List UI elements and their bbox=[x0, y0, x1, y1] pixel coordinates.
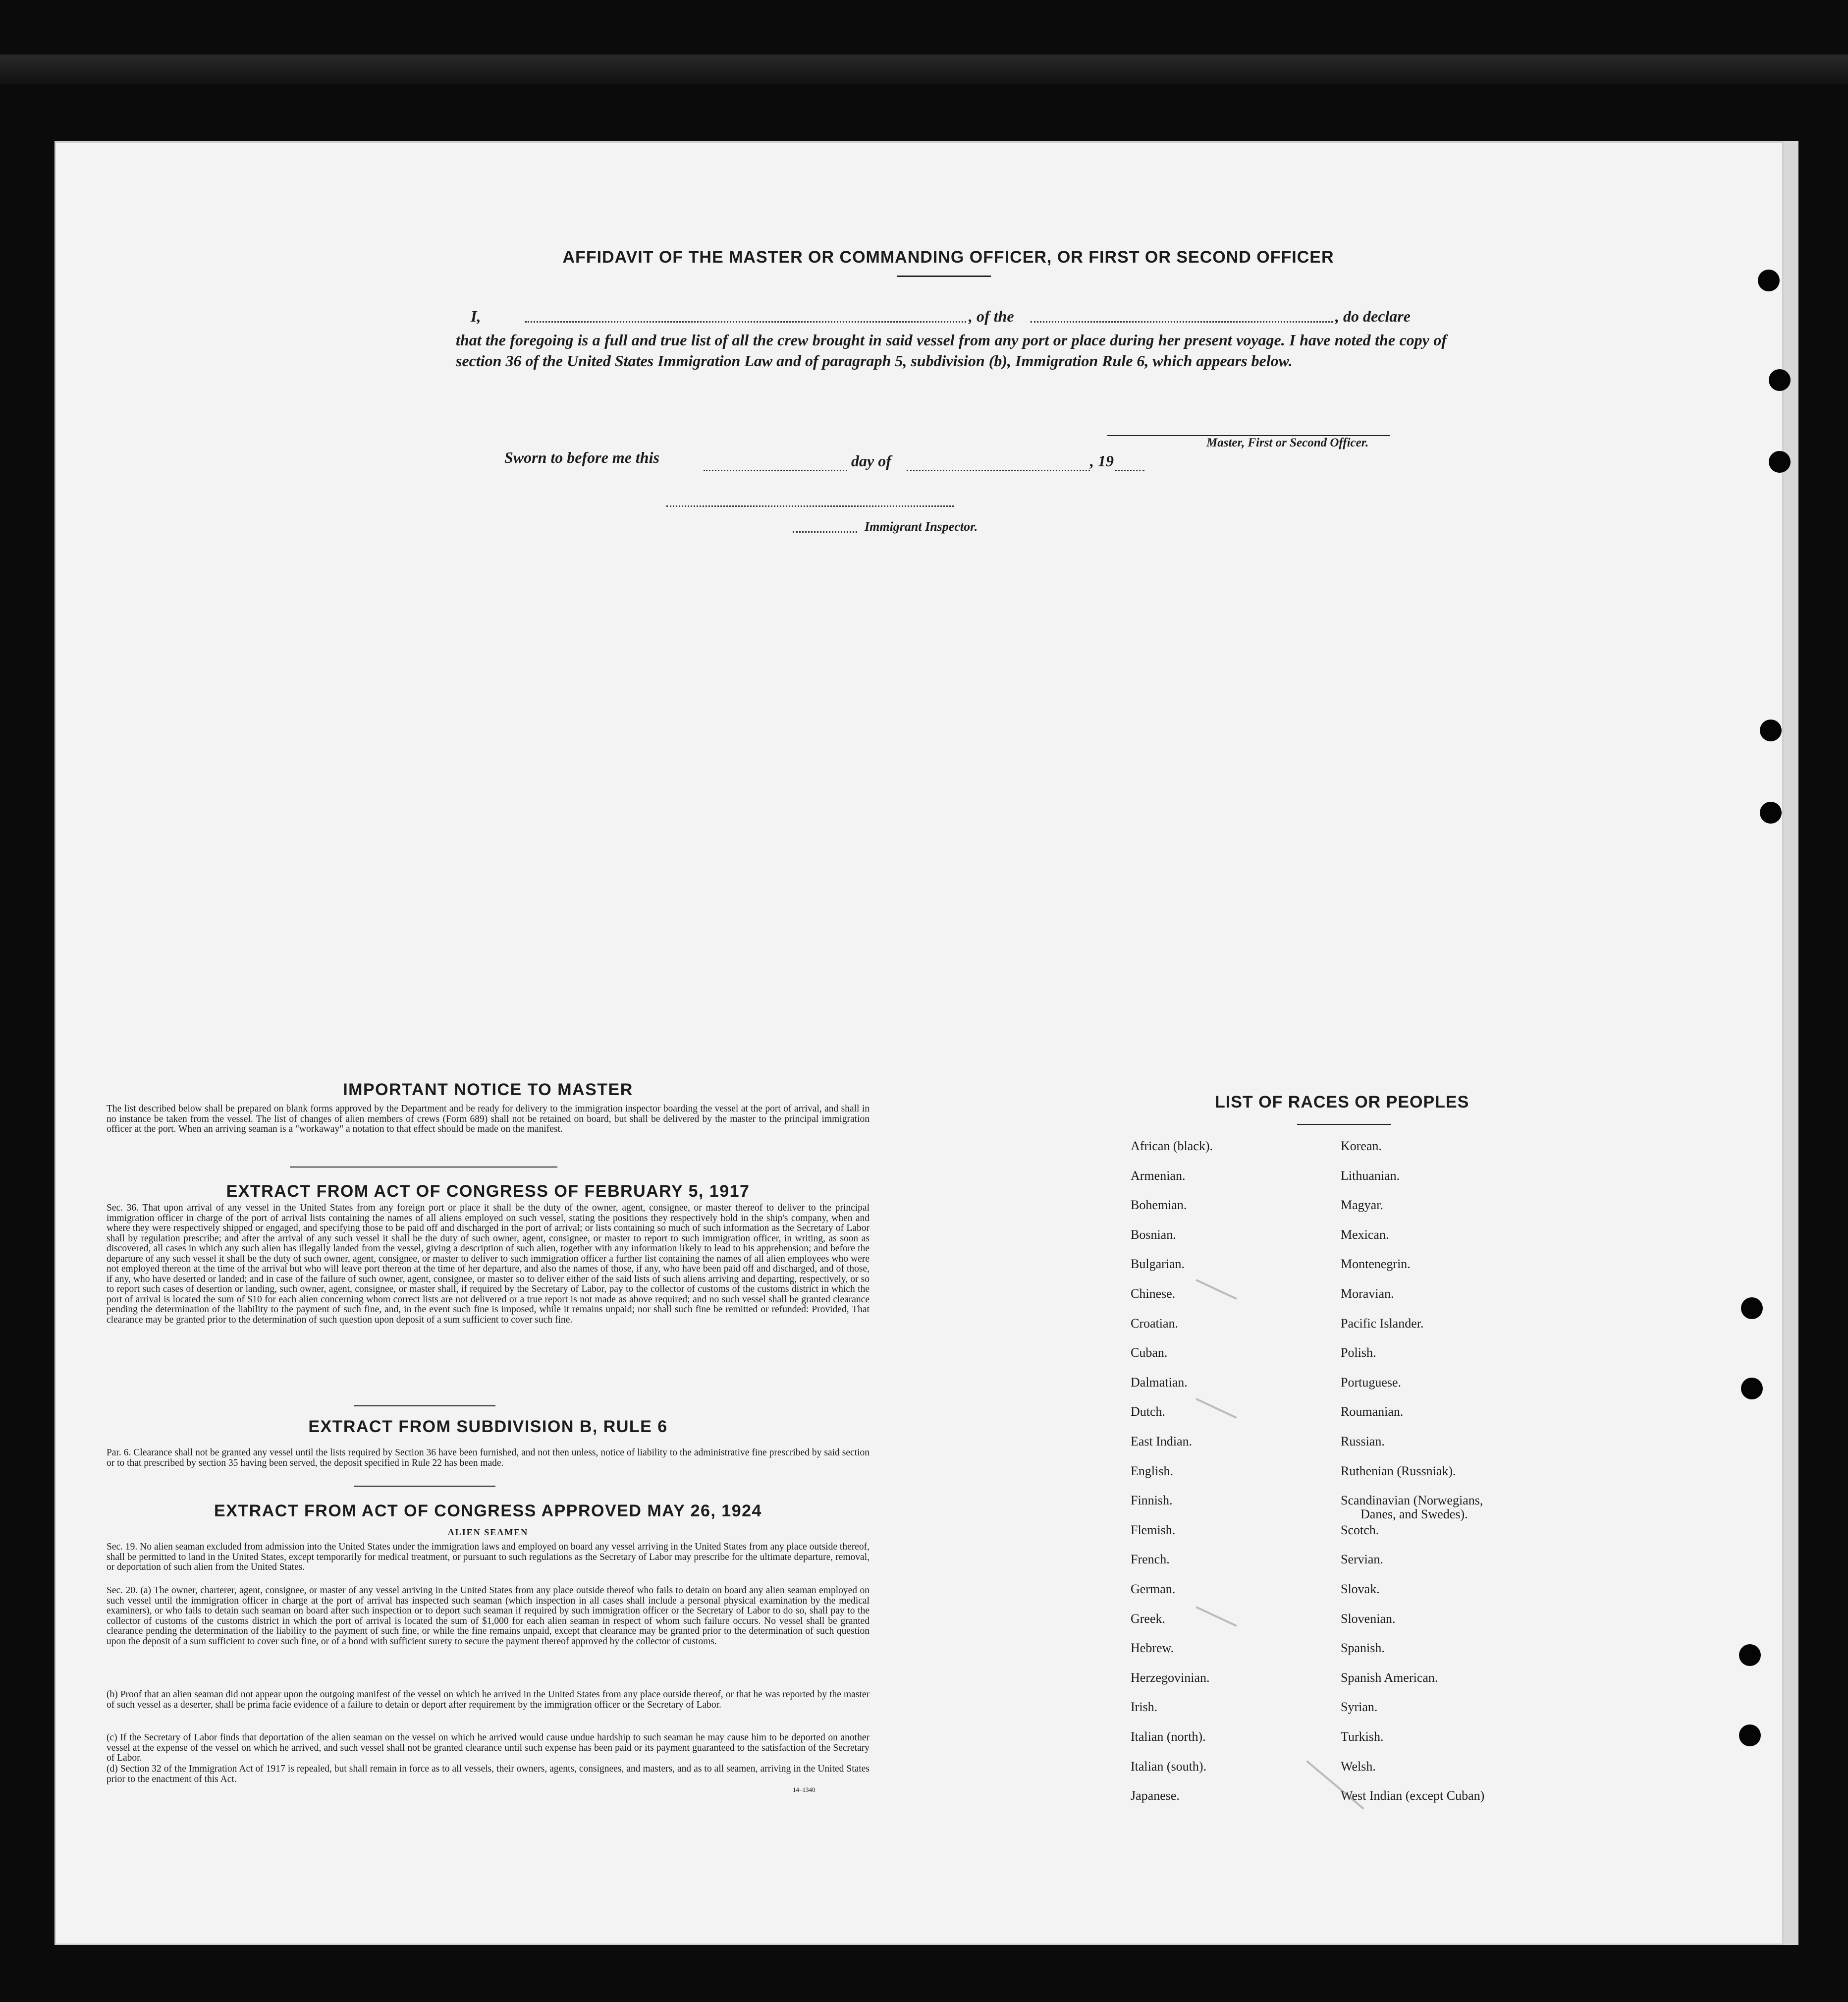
race-item: Korean. bbox=[1341, 1139, 1382, 1153]
extract-1924-sec20b: (b) Proof that an alien seaman did not appear upon the outgoing manifest of the vessel on which he arrived in the United States from any place outside thereof, or that he was reported by the master of such vessel as a deserter, shall be prima facie evidence of a failure to detain or deport after requirement by the immigration officer or the Secretary of Labor. bbox=[107, 1689, 870, 1710]
race-item: Moravian. bbox=[1341, 1286, 1394, 1301]
sworn-label: Sworn to before me this bbox=[504, 448, 659, 466]
race-item: Herzegovinian. bbox=[1131, 1670, 1210, 1685]
race-item: Polish. bbox=[1341, 1345, 1376, 1360]
race-item: Chinese. bbox=[1131, 1286, 1176, 1301]
race-item: Magyar. bbox=[1341, 1198, 1383, 1213]
race-item: Japanese. bbox=[1131, 1788, 1180, 1803]
races-underline bbox=[1297, 1124, 1391, 1125]
race-item: Irish. bbox=[1131, 1700, 1158, 1715]
race-item: Roumanian. bbox=[1341, 1404, 1404, 1419]
race-item: Armenian. bbox=[1131, 1168, 1186, 1183]
affidavit-body-text: that the foregoing is a full and true list of all the crew brought in said vessel from any port or place during her present voyage. I have noted the copy of section 36 of the United States Immigration Law and of paragraph 5, subdivision (b), Immigration Rule 6, which appears below. bbox=[456, 331, 1447, 370]
extract-1924-sec20c: (c) If the Secretary of Labor finds that deportation of the alien seaman on the vessel on which he arrived would cause undue hardship to such seaman he may cause him to be deported on another vessel at the expense of the vessel on which he arrived, and such vessel shall not be granted clearance until such expense has been paid or its payment guaranteed to the satisfaction of the Secretary of Labor. bbox=[107, 1732, 870, 1763]
punch-hole bbox=[1741, 1378, 1763, 1399]
race-item: Greek. bbox=[1131, 1611, 1166, 1626]
race-item: Cuban. bbox=[1131, 1345, 1168, 1360]
signature-label: Master, First or Second Officer. bbox=[1206, 436, 1369, 449]
race-item: Spanish. bbox=[1341, 1641, 1385, 1656]
affidavit-of-the-label: , of the bbox=[969, 307, 1014, 325]
race-item: Mexican. bbox=[1341, 1227, 1389, 1242]
race-item: Slovenian. bbox=[1341, 1611, 1396, 1626]
divider bbox=[354, 1486, 495, 1487]
extract-1917-title: EXTRACT FROM ACT OF CONGRESS OF FEBRUARY 5, 1917 bbox=[226, 1182, 750, 1201]
race-item: Dutch. bbox=[1131, 1404, 1166, 1419]
race-item: Welsh. bbox=[1341, 1759, 1376, 1774]
affidavit-i-label: I, bbox=[471, 307, 481, 325]
notice-body: The list described below shall be prepared on blank forms approved by the Department and be ready for delivery to the immigration inspector boarding the vessel at the port of arrival, and shall in no instance be taken from the vessel. The list of changes of alien members of crews (Form 689) shall not be retained on board, but shall be delivered by the master to the principal immigration officer at the port. When an arriving seaman is a "workaway" a notation to that effect should be made on the manifest. bbox=[107, 1104, 870, 1134]
punch-hole bbox=[1760, 720, 1782, 741]
extract-rule6-body: Par. 6. Clearance shall not be granted any vessel until the lists required by Section 36 have been furnished, and not then unless, notice of liability to the administrative fine prescribed by said section or to that prescribed by section 35 having been served, the deposit specified in Rule 22 has been made. bbox=[107, 1447, 870, 1468]
sworn-year-label: , 19 bbox=[1090, 452, 1114, 470]
divider bbox=[290, 1167, 557, 1168]
race-item: Montenegrin. bbox=[1341, 1257, 1411, 1272]
punch-hole bbox=[1741, 1297, 1763, 1319]
inspector-prefix-line bbox=[793, 531, 857, 533]
inspector-label: Immigrant Inspector. bbox=[865, 519, 978, 534]
race-item: Hebrew. bbox=[1131, 1641, 1174, 1656]
race-item: French. bbox=[1131, 1552, 1170, 1567]
punch-hole bbox=[1769, 369, 1791, 391]
extract-1924-title: EXTRACT FROM ACT OF CONGRESS APPROVED MAY 26, 1924 bbox=[214, 1502, 762, 1520]
race-item: Flemish. bbox=[1131, 1522, 1176, 1537]
race-item: African (black). bbox=[1131, 1139, 1213, 1153]
race-item: German. bbox=[1131, 1582, 1176, 1596]
race-item: Slovak. bbox=[1341, 1582, 1380, 1596]
race-item: Russian. bbox=[1341, 1434, 1385, 1448]
race-item: Italian (south). bbox=[1131, 1759, 1207, 1774]
race-item: Pacific Islander. bbox=[1341, 1316, 1424, 1331]
races-title: LIST OF RACES OR PEOPLES bbox=[1215, 1093, 1469, 1112]
race-item: West Indian (except Cuban) bbox=[1341, 1788, 1485, 1803]
race-item: English. bbox=[1131, 1463, 1173, 1478]
race-item: Syrian. bbox=[1341, 1700, 1378, 1715]
sworn-year-field[interactable] bbox=[1115, 470, 1144, 471]
race-item: Scandinavian (Norwegians, bbox=[1341, 1493, 1483, 1508]
race-item: Croatian. bbox=[1131, 1316, 1179, 1331]
affidavit-title: AFFIDAVIT OF THE MASTER OR COMMANDING OFFICER, OR FIRST OR SECOND OFFICER bbox=[562, 248, 1334, 267]
officer-name-field[interactable] bbox=[525, 321, 966, 323]
punch-hole bbox=[1739, 1724, 1761, 1746]
punch-hole bbox=[1769, 451, 1791, 473]
race-item: Dalmatian. bbox=[1131, 1375, 1188, 1390]
notice-title: IMPORTANT NOTICE TO MASTER bbox=[343, 1080, 633, 1099]
extract-1924-sec20d: (d) Section 32 of the Immigration Act of 1917 is repealed, but shall remain in force as to all vessels, their owners, agents, consignees, and masters, and as to all seamen, arriving in the United States prior to the enactment of this Act. bbox=[107, 1764, 870, 1784]
race-item: East Indian. bbox=[1131, 1434, 1193, 1448]
race-item: Spanish American. bbox=[1341, 1670, 1438, 1685]
race-item: Italian (north). bbox=[1131, 1729, 1206, 1744]
divider bbox=[354, 1405, 495, 1406]
punch-hole bbox=[1758, 270, 1780, 291]
scan-top-band bbox=[0, 55, 1848, 84]
race-item: Bulgarian. bbox=[1131, 1257, 1185, 1272]
race-item: Scotch. bbox=[1341, 1522, 1379, 1537]
punch-hole bbox=[1739, 1644, 1761, 1666]
affidavit-declare-label: , do declare bbox=[1335, 307, 1411, 325]
race-item: Bosnian. bbox=[1131, 1227, 1176, 1242]
form-number: 14–1340 bbox=[793, 1786, 815, 1793]
page-right-edge bbox=[1784, 141, 1798, 1945]
sworn-month-field[interactable] bbox=[907, 470, 1090, 471]
extract-1924-subtitle: ALIEN SEAMEN bbox=[447, 1527, 529, 1537]
race-item: Bohemian. bbox=[1131, 1198, 1187, 1213]
extract-1924-sec20a: Sec. 20. (a) The owner, charterer, agent, consignee, or master of any vessel arriving in the United States from any place outside thereof who fails to detain on board any alien seaman employed on such vessel until the immigration officer in charge at the port of arrival has inspected such seaman (which inspection in all cases shall include a personal physical examination by the medical examiners), or who fails to detain such seaman on board after such inspection or to deport such seaman if required by such immigration officer or the Secretary of Labor to do so, shall pay to the collector of customs of the customs district in which the port of arrival is located the sum of $1,000 for each alien seaman in respect of whom such failure occurs. No vessel shall be granted clearance pending the determination of the liability to the payment of such fine, or while the fine remains unpaid, except that clearance may be granted prior to the determination of such question upon the deposit of a sum sufficient to cover such fine, or of a bond with sufficient surety to secure the payment thereof approved by the collector of customs. bbox=[107, 1585, 870, 1647]
race-item: Danes, and Swedes). bbox=[1360, 1507, 1468, 1522]
race-item: Turkish. bbox=[1341, 1729, 1384, 1744]
extract-rule6-title: EXTRACT FROM SUBDIVISION B, RULE 6 bbox=[308, 1417, 668, 1436]
inspector-signature-field[interactable] bbox=[666, 505, 954, 507]
race-item: Portuguese. bbox=[1341, 1375, 1402, 1390]
punch-hole bbox=[1760, 802, 1782, 824]
vessel-name-field[interactable] bbox=[1031, 321, 1333, 323]
race-item: Lithuanian. bbox=[1341, 1168, 1400, 1183]
document-page bbox=[54, 141, 1784, 1945]
sworn-day-field[interactable] bbox=[704, 470, 847, 471]
title-underline bbox=[897, 276, 991, 277]
extract-1917-body: Sec. 36. That upon arrival of any vessel in the United States from any foreign port or place it shall be the duty of the owner, agent, consignee, or master thereof to deliver to the principal immigration officer in charge of the port of arrival lists containing the names of all aliens employed on such vessel, stating the positions they respectively hold in the ship's company, when and where they were respectively shipped or engaged, and specifying those to be paid off and discharged in the port of arrival; or lists containing so much of such information as the Secretary of Labor shall by regulation prescribe; and after the arrival of any such vessel it shall be the duty of such owner, agent, consignee, or master to report to such immigration officer, in writing, as soon as discovered, all cases in which any such alien has illegally landed from the vessel, giving a description of such alien, together with any information likely to lead to his apprehension; and before the departure of any such vessel it shall be the duty of such owner, agent, consignee, or master to deliver to such immigration officer a further list containing the names of all alien employees who were not employed thereon at the time of the arrival but who will leave port thereon at the time of her departure, and also the names of those, if any, who have been paid off and discharged, and of those, if any, who have deserted or landed; and in case of the failure of such owner, agent, consignee, or master so to deliver either of the said lists of such aliens arriving and departing, respectively, or so to report such cases of desertion or landing, such owner, agent, consignee, or master shall, if required by the Secretary of Labor, pay to the collector of customs of the customs district in which the port of arrival is located the sum of $10 for each alien concerning whom correct lists are not delivered or a true report is not made as above required; and no such vessel shall be granted clearance pending the determination of the liability to the payment of such fine, and, in the event such fine is imposed, while it remains unpaid; nor shall such fine be remitted or refunded: Provided, That clearance may be granted prior to the determination of such question upon deposit of a sum sufficient to cover such fine. bbox=[107, 1203, 870, 1325]
sworn-day-of-label: day of bbox=[851, 452, 891, 470]
race-item: Ruthenian (Russniak). bbox=[1341, 1463, 1456, 1478]
extract-1924-sec19: Sec. 19. No alien seaman excluded from admission into the United States under the immigration laws and employed on board any vessel arriving in the United States from any place outside thereof, shall be permitted to land in the United States, except temporarily for medical treatment, or pursuant to such regulations as the Secretary of Labor may prescribe for the ultimate departure, removal, or deportation of such alien from the United States. bbox=[107, 1542, 870, 1572]
race-item: Servian. bbox=[1341, 1552, 1383, 1567]
race-item: Finnish. bbox=[1131, 1493, 1173, 1508]
